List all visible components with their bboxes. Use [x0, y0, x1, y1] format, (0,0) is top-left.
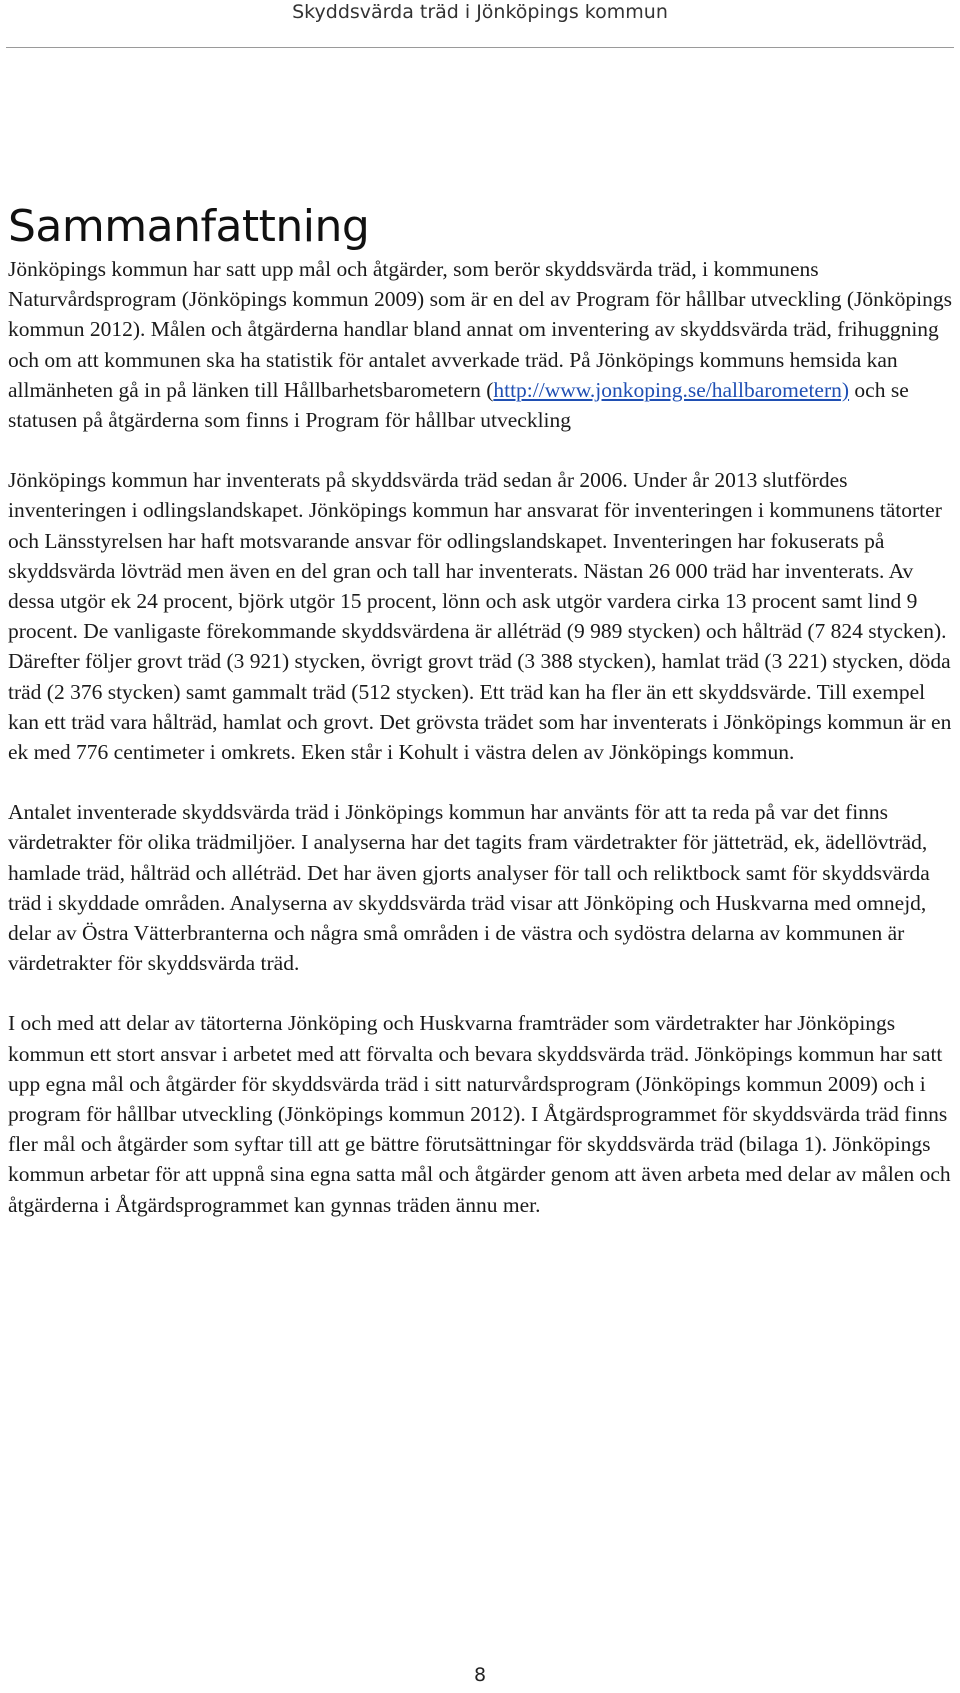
- page-content: [8, 200, 956, 1220]
- running-header: Skyddsvärda träd i Jönköpings kommun: [292, 1, 668, 23]
- paragraph-text: Jönköpings kommun har satt upp mål och åtgärder, som berör skyddsvärda träd, i kommunens Naturvårdsprogram (Jönköpings kommun 2009) som är en del av Program för hållbar utveckling (Jönköpings kommun 2012). Målen och åtgärderna handlar bland annat om inventering av skyddsvärda träd, frihuggning och om att kommunen ska ha statistik för antalet avverkade träd. På Jönköpings kommuns hemsida kan allmänheten gå in på länken till Hållbarhetsbarometern (: [8, 257, 953, 402]
- hallbarometern-link[interactable]: http://www.jonkoping.se/hallbarometern): [493, 377, 850, 402]
- paragraph-analysis: Antalet inventerade skyddsvärda träd i Jönköpings kommun har använts för att ta reda på var det finns värdetrakter för olika trädmiljöer. I analyserna har det tagits fram värdetrakter för jätteträd, ek, ädellövträd, hamlade träd, hålträd och alléträd. Det har även gjorts analyser för tall och reliktbock samt för skyddsvärda träd i skyddade områden. Analyserna av skyddsvärda träd visar att Jönköping och Huskvarna med omnejd, delar av Östra Vätterbranterna och några små områden i de västra och sydöstra delarna av kommunen är värdetrakter för skyddsvärda träd.: [8, 800, 930, 976]
- paragraph-responsibility: I och med att delar av tätorterna Jönköping och Huskvarna framträder som värdetrakter har Jönköpings kommun ett stort ansvar i arbetet med att förvalta och bevara skyddsvärda träd. Jönköpings kommun har satt upp egna mål och åtgärder för skyddsvärda träd i sitt naturvårdsprogram (Jönköpings kommun 2009) och i program för hållbar utveckling (Jönköpings kommun 2012). I Åtgärdsprogrammet för skyddsvärda träd finns fler mål och åtgärder som syftar till att ge bättre förutsättningar för skyddsvärda träd (bilaga 1). Jönköpings kommun arbetar för att uppnå sina egna satta mål och åtgärder genom att även arbeta med delar av målen och åtgärderna i Åtgärdsprogrammet kan gynnas träden ännu mer.: [8, 1011, 951, 1217]
- paragraph-inventory: Jönköpings kommun har inventerats på skyddsvärda träd sedan år 2006. Under år 2013 slutfördes inventeringen i odlingslandskapet. Jönköpings kommun har ansvarat för inventeringen i kommunens tätorter och Länsstyrelsen har haft motsvarande ansvar för odlingslandskapet. Inventeringen har fokuserats på skyddsvärda lövträd men även en del gran och tall har inventerats. Nästan 26 000 träd har inventerats. Av dessa utgör ek 24 procent, björk utgör 15 procent, lönn och ask utgör vardera cirka 13 procent samt lind 9 procent. De vanligaste förekommande skyddsvärdena är alléträd (9 989 stycken) och hålträd (7 824 stycken). Därefter följer grovt träd (3 921) stycken, övrigt grovt träd (3 388 stycken), hamlat träd (3 221) stycken, döda träd (2 376 stycken) samt gammalt träd (512 stycken). Ett träd kan ha fler än ett skyddsvärde. Till exempel kan ett träd vara hålträd, hamlat och grovt. Det grövsta trädet som har inventerats i Jönköpings kommun är en ek med 776 centimeter i omkrets. Eken står i Kohult i västra delen av Jönköpings kommun.: [8, 468, 952, 765]
- paragraph-summary-goals: [8, 254, 956, 435]
- page-number: 8: [473, 1664, 487, 1686]
- page-title: Sammanfattning: [8, 201, 370, 252]
- header-divider: [6, 47, 954, 48]
- paragraph-text: och se statusen på åtgärderna som finns i Program för hållbar utveckling: [8, 377, 909, 433]
